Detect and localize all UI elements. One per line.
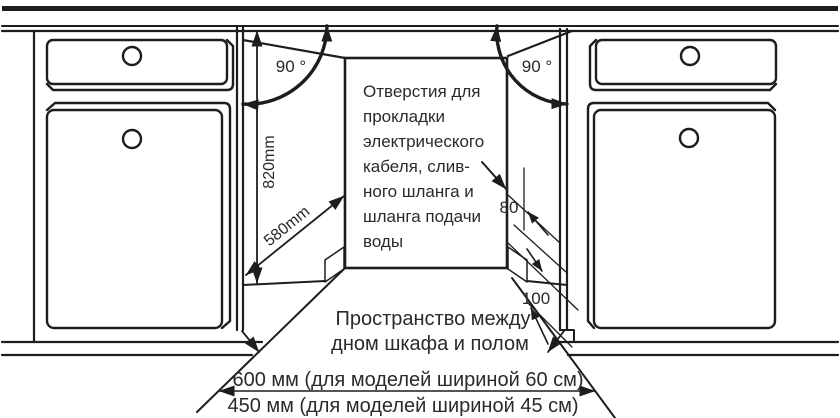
width-45-label: 450 мм (для моделей шириной 45 см) — [227, 395, 579, 417]
left-plinth-bottom-edge — [243, 281, 325, 285]
right-cabinet — [588, 40, 776, 328]
hole-note-line: шланга подачи — [363, 207, 482, 226]
hole-ext-line-2 — [514, 225, 566, 272]
hole-note-line: воды — [363, 232, 404, 251]
left-door-knob-icon — [123, 130, 141, 148]
plinth-ext-line — [527, 302, 572, 347]
right-door-knob-icon — [680, 129, 698, 147]
left-drawer-knob-icon — [123, 47, 141, 65]
hole-dim-label: 80 — [499, 198, 519, 217]
hole-note-line: ного шланга и — [363, 182, 474, 201]
right-drawer-knob-icon — [681, 47, 699, 65]
width-60-label: 600 мм (для моделей шириной 60 см) — [232, 369, 584, 391]
angle-label-right: 90 ° — [521, 57, 553, 76]
hole-note-line: Отверстия для — [363, 82, 481, 101]
hole-note-line: электрического — [363, 132, 485, 151]
countertop — [2, 6, 838, 31]
niche-left-top-edge — [243, 40, 345, 58]
plinth-note — [331, 308, 530, 355]
hole-note-line: прокладки — [363, 107, 445, 126]
countertop-top-edge — [2, 6, 838, 11]
depth-dim-line — [246, 196, 344, 275]
right-wall-floor-step — [560, 330, 574, 342]
depth-dim-label: 580mm — [261, 203, 314, 250]
plinth-dim-label: 100 — [521, 289, 551, 308]
plinth-dim-arrow — [531, 308, 548, 344]
plinth-note-line: Пространство между — [335, 308, 531, 330]
angle-label-left: 90 ° — [275, 57, 307, 76]
height-dim-label: 820mm — [261, 135, 278, 189]
hole-note-line: кабеля, слив- — [363, 157, 470, 176]
plinth-note-line: дном шкафа и полом — [331, 333, 529, 355]
niche-right-top-edge — [508, 31, 572, 56]
left-plinth-panel — [325, 247, 344, 282]
left-cabinet — [34, 31, 233, 342]
hole-dim-arrow-upper — [528, 212, 548, 235]
